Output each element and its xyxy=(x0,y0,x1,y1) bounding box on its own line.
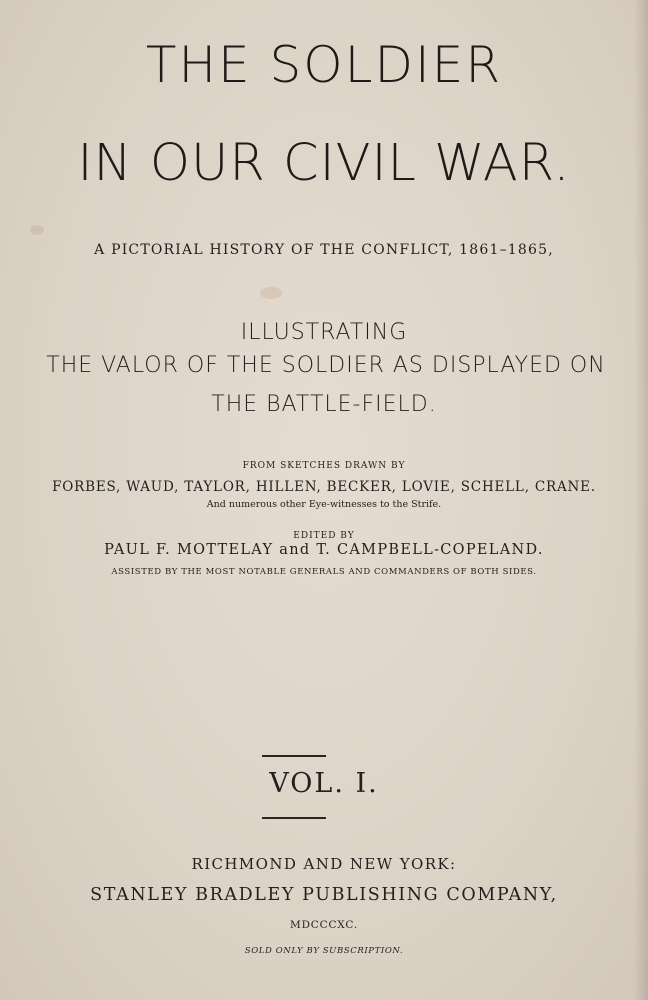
book-subtitle: A PICTORIAL HISTORY OF THE CONFLICT, 1861–1865, xyxy=(94,242,554,258)
editors-names: PAUL F. MOTTELAY and T. CAMPBELL-COPELAND. xyxy=(104,542,544,558)
publisher-name: STANLEY BRADLEY PUBLISHING COMPANY, xyxy=(90,885,558,905)
illustrating-heading: ILLUSTRATING xyxy=(240,320,408,345)
illustrating-line-3: THE BATTLE-FIELD. xyxy=(211,392,437,417)
volume-rule-top xyxy=(262,755,326,757)
eyewitness-note: And numerous other Eye-witnesses to the Strife. xyxy=(206,499,442,510)
paper-stain xyxy=(30,225,44,235)
book-title-line-2: IN OUR CIVIL WAR. xyxy=(77,134,571,193)
publication-year: MDCCCXC. xyxy=(290,919,358,931)
book-title-line-1: THE SOLDIER xyxy=(145,36,503,94)
paper-stain xyxy=(260,287,282,299)
volume-rule-bottom xyxy=(262,817,326,819)
volume-number: VOL. I. xyxy=(269,768,379,799)
assisted-by-note: ASSISTED BY THE MOST NOTABLE GENERALS AND COMMANDERS OF BOTH SIDES. xyxy=(111,567,537,577)
publication-place: RICHMOND AND NEW YORK: xyxy=(191,855,457,873)
artists-list: FORBES, WAUD, TAYLOR, HILLEN, BECKER, LOVIE, SCHELL, CRANE. xyxy=(52,479,596,495)
illustrating-line-2: THE VALOR OF THE SOLDIER AS DISPLAYED ON xyxy=(46,353,606,378)
subscription-note: SOLD ONLY BY SUBSCRIPTION. xyxy=(244,946,404,956)
from-sketches-label: FROM SKETCHES DRAWN BY xyxy=(242,461,406,471)
edited-by-label: EDITED BY xyxy=(293,531,355,541)
